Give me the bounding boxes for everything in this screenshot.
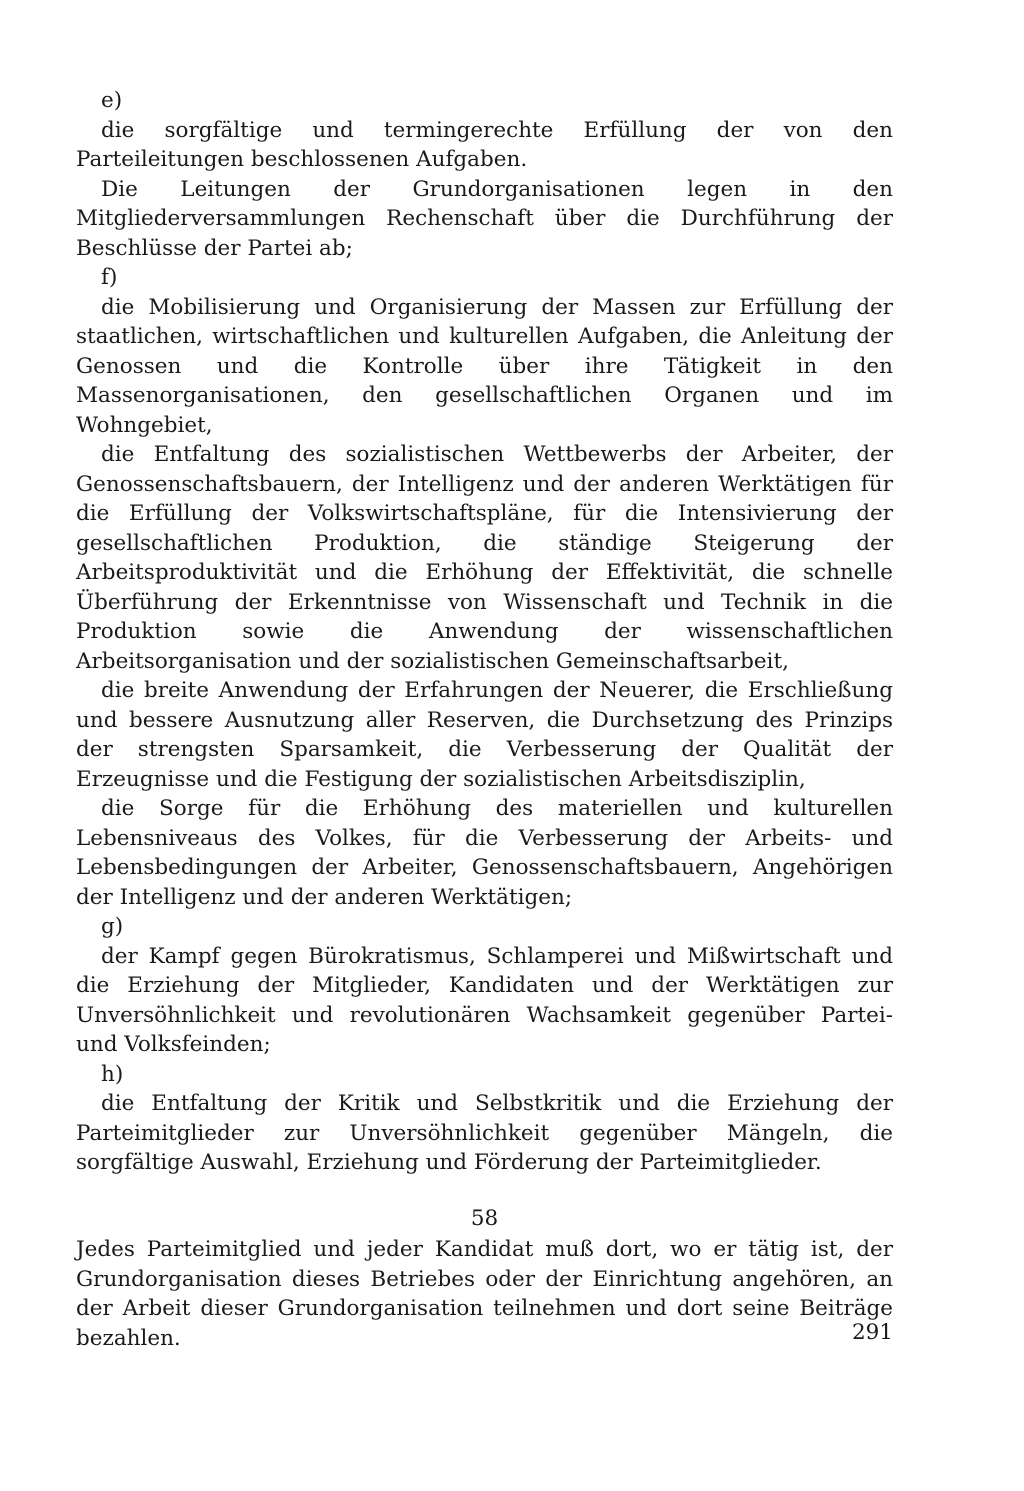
paragraph: die Entfaltung des sozialistischen Wettbewerbs der Arbeiter, der Genossenschaftsbauern, der Intelligenz und der anderen Werktätigen für die Erfüllung der Volkswirtschaftspläne, für die Intensivierung der gesellschaftlichen Produktion, die ständige Steigerung der Arbeitsproduktivität und die Erhöhung der Effektivität, die schnelle Überführung der Erkenntnisse von Wissenschaft und Technik in die Produktion sowie die Anwendung der wissenschaftlichen Arbeitsorganisation und der sozialistischen Gemeinschaftsarbeit, (76, 442, 893, 674)
item-label-e: e) (101, 88, 123, 113)
paragraph: Die Leitungen der Grundorganisationen legen in den Mitgliederversammlungen Rechenschaft über die Durchführung der Beschlüsse der Partei ab; (76, 176, 893, 261)
paragraph: die Sorge für die Erhöhung des materiellen und kulturellen Lebensniveaus des Volkes, für die Verbesserung der Arbeits- und Lebensbedingungen der Arbeiter, Genossenschaftsbauern, Angehörigen der Intelligenz und der anderen Werktätigen; (76, 796, 893, 910)
paragraph: der Kampf gegen Bürokratismus, Schlamperei und Mißwirtschaft und die Erziehung der Mitglieder, Kandidaten und der Werktätigen zur Unversöhnlichkeit und revolutionären Wachsamkeit gegenüber Partei- und Volksfeinden; (76, 943, 893, 1057)
page-number: 291 (851, 1320, 893, 1345)
item-label-h: h) (101, 1061, 124, 1087)
item-label-f: f) (101, 265, 118, 290)
paragraph: die breite Anwendung der Erfahrungen der Neuerer, die Erschließung und bessere Ausnutzung aller Reserven, die Durchsetzung des Prinzips der strengsten Sparsamkeit, die Verbesserung der Qualität der Erzeugnisse und die Festigung der sozialistischen Arbeitsdisziplin, (76, 678, 893, 792)
item-label-g: g) (101, 914, 124, 939)
paragraph: die sorgfältige und termingerechte Erfüllung der von den Parteileitungen beschlossenen Aufgaben. (76, 117, 893, 172)
section-number: 58 (470, 1205, 499, 1231)
document-page (76, 86, 893, 1353)
paragraph: die Entfaltung der Kritik und Selbstkritik und die Erziehung der Parteimitglieder zur Unversöhnlichkeit gegenüber Mängeln, die sorgfältige Auswahl, Erziehung und Förderung der Parteimitglieder. (76, 1091, 893, 1175)
section-paragraph: Jedes Parteimitglied und jeder Kandidat muß dort, wo er tätig ist, der Grundorganisation dieses Betriebes oder der Einrichtung angehören, an der Arbeit dieser Grundorganisation teilnehmen und dort seine Beiträge bezahlen. (76, 1237, 893, 1351)
paragraph: die Mobilisierung und Organisierung der Massen zur Erfüllung der staatlichen, wirtschaftlichen und kulturellen Aufgaben, die Anleitung der Genossen und die Kontrolle über ihre Tätigkeit in den Massenorganisationen, den gesellschaftlichen Organen und im Wohngebiet, (76, 294, 893, 438)
